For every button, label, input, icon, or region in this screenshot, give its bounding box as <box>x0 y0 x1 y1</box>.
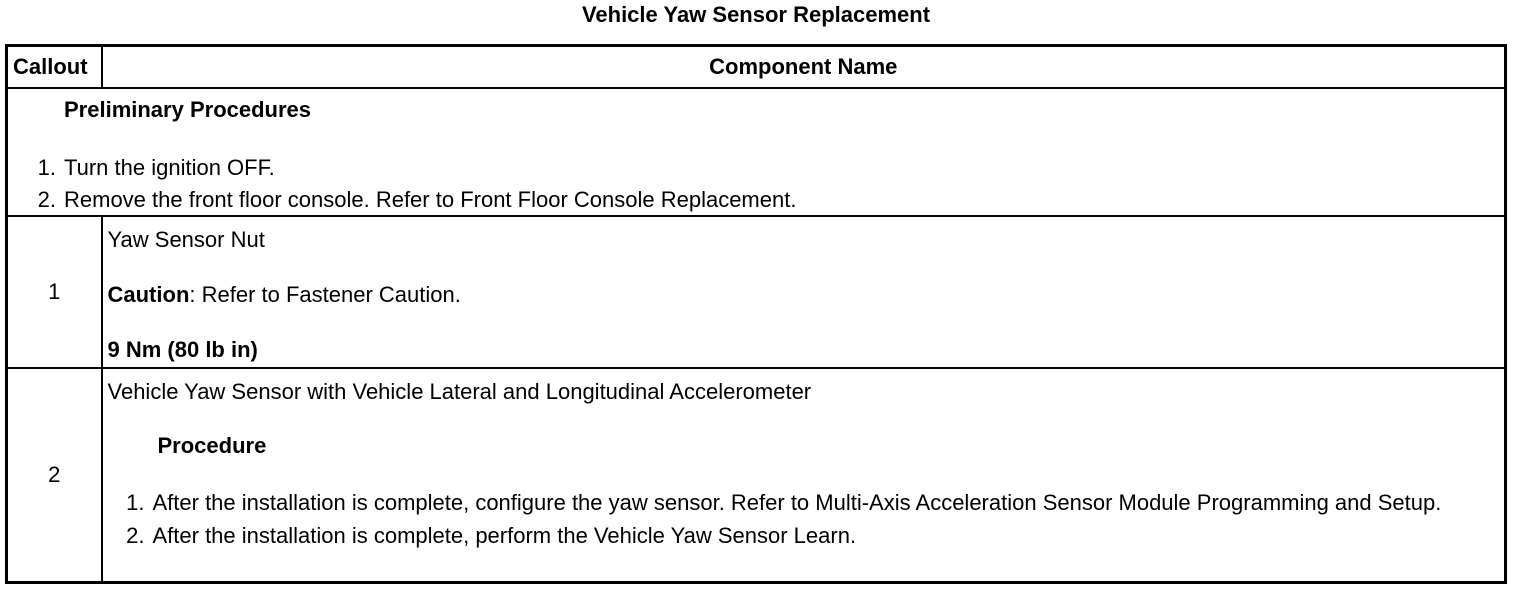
step-text: Remove the front floor console. Refer to Front Floor Console Replacement. <box>64 187 797 212</box>
caution-label: Caution <box>107 282 190 307</box>
list-item <box>103 521 1497 551</box>
preliminary-procedures-heading: Preliminary Procedures <box>64 97 312 122</box>
list-item <box>8 184 1504 216</box>
step-number: 2. <box>126 523 145 548</box>
procedure-steps-list <box>103 488 1497 551</box>
component-name: Vehicle Yaw Sensor with Vehicle Lateral and Longitudinal Accelerometer <box>107 379 812 404</box>
table-row <box>7 368 1506 583</box>
step-text: Turn the ignition OFF. <box>64 155 275 180</box>
component-cell <box>102 368 1506 583</box>
table-header-row <box>7 46 1506 89</box>
component-table <box>5 44 1507 584</box>
list-item <box>103 488 1497 518</box>
callout-number: 2 <box>7 368 102 583</box>
step-number: 2. <box>37 187 56 212</box>
callout-column-header: Callout <box>7 46 102 89</box>
callout-number: 1 <box>7 216 102 368</box>
preliminary-steps-list <box>8 152 1504 216</box>
component-name: Yaw Sensor Nut <box>107 227 265 252</box>
step-text: After the installation is complete, configure the yaw sensor. Refer to Multi-Axis Acceleration Sensor Module Programming and Setup. <box>152 490 1442 515</box>
step-number: 1. <box>37 155 56 180</box>
table-row <box>7 216 1506 368</box>
preliminary-procedures-row <box>7 88 1506 216</box>
document-title: Vehicle Yaw Sensor Replacement <box>581 2 931 27</box>
component-name-column-header: Component Name <box>102 46 1506 89</box>
step-text: After the installation is complete, perform the Vehicle Yaw Sensor Learn. <box>152 523 857 548</box>
step-number: 1. <box>126 490 145 515</box>
list-item <box>8 152 1504 184</box>
preliminary-procedures-cell <box>7 88 1506 216</box>
procedure-heading: Procedure <box>157 433 267 458</box>
torque-spec: 9 Nm (80 lb in) <box>107 337 258 362</box>
caution-note <box>108 282 461 308</box>
component-cell <box>102 216 1506 368</box>
caution-text: : Refer to Fastener Caution. <box>189 282 461 307</box>
